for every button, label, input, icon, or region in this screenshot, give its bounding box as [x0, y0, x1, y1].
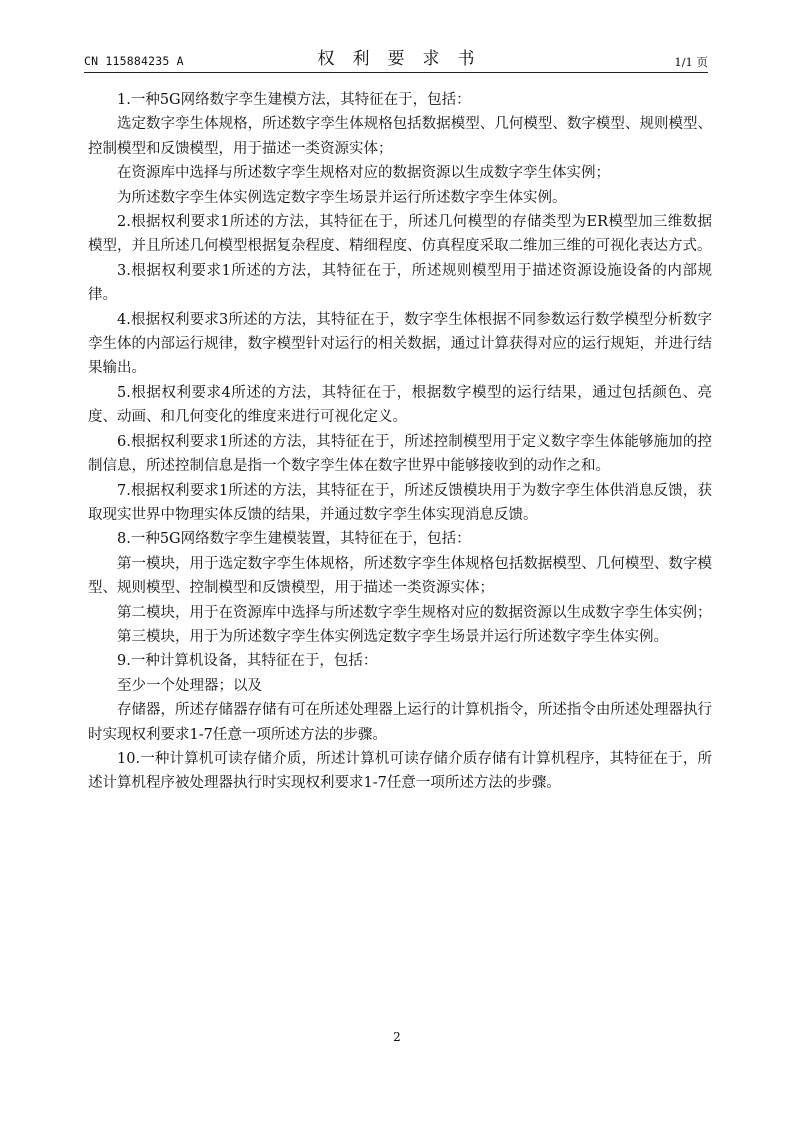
claim-paragraph: 存储器，所述存储器存储有可在所述处理器上运行的计算机指令，所述指令由所述处理器执行时实现权利要求1-7任意一项所述方法的步骤。 — [88, 702, 712, 743]
publication-number: CN 115884235 A — [84, 54, 184, 68]
claim-paragraph: 第二模块，用于在资源库中选择与所述数字孪生规格对应的数据资源以生成数字孪生体实例； — [117, 604, 712, 621]
page-header — [84, 44, 708, 74]
claim-paragraph: 至少一个处理器；以及 — [117, 677, 262, 694]
claim-paragraph: 在资源库中选择与所述数字孪生规格对应的数据资源以生成数字孪生体实例； — [117, 165, 610, 182]
claim-paragraph: 6.根据权利要求1所述的方法，其特征在于，所述控制模型用于定义数字孪生体能够施加的控制信息，所述控制信息是指一个数字孪生体在数字世界中能够接收到的动作之和。 — [88, 433, 712, 475]
claim-paragraph: 5.根据权利要求4所述的方法，其特征在于，根据数字模型的运行结果，通过包括颜色、亮度、动画、和几何变化的维度来进行可视化定义。 — [88, 384, 712, 426]
claim-paragraph: 10.一种计算机可读存储介质，所述计算机可读存储介质存储有计算机程序，其特征在于，所述计算机程序被处理器执行时实现权利要求1-7任意一项所述方法的步骤。 — [88, 750, 712, 792]
claim-paragraph: 2.根据权利要求1所述的方法，其特征在于，所述几何模型的存储类型为ER模型加三维数据模型，并且所述几何模型根据复杂程度、精细程度、仿真程度采取二维加三维的可视化表达方式。 — [88, 214, 712, 255]
page-number: 2 — [393, 1030, 401, 1044]
claim-paragraph: 第一模块，用于选定数字孪生体规格，所述数字孪生体规格包括数据模型、几何模型、数字模型、规则模型、控制模型和反馈模型，用于描述一类资源实体； — [88, 555, 712, 597]
claim-paragraph: 为所述数字孪生体实例选定数字孪生场景并运行所述数字孪生体实例。 — [117, 189, 567, 206]
claim-paragraph: 4.根据权利要求3所述的方法，其特征在于，数字孪生体根据不同参数运行数学模型分析数字孪生体的内部运行规律，数字模型针对运行的相关数据，通过计算获得对应的运行规矩，并进行结果输出。 — [88, 311, 712, 377]
claim-paragraph: 选定数字孪生体规格，所述数字孪生体规格包括数据模型、几何模型、数字模型、规则模型、控制模型和反馈模型，用于描述一类资源实体； — [88, 116, 712, 157]
header-rule — [84, 72, 708, 73]
claim-paragraph: 9.一种计算机设备，其特征在于，包括： — [117, 653, 378, 670]
page-indicator: 1/1 页 — [674, 55, 708, 69]
claim-paragraph: 3.根据权利要求1所述的方法，其特征在于，所述规则模型用于描述资源设施设备的内部规律。 — [88, 262, 712, 304]
claims-body — [88, 88, 712, 796]
document-title: 权利要求书 — [317, 49, 493, 69]
claim-paragraph: 7.根据权利要求1所述的方法，其特征在于，所述反馈模块用于为数字孪生体供消息反馈，获取现实世界中物理实体反馈的结果，并通过数字孪生体实现消息反馈。 — [88, 482, 712, 523]
claim-paragraph: 1.一种5G网络数字孪生建模方法，其特征在于，包括： — [117, 92, 471, 108]
claim-paragraph: 第三模块，用于为所述数字孪生体实例选定数字孪生场景并运行所述数字孪生体实例。 — [117, 628, 668, 645]
claim-paragraph: 8.一种5G网络数字孪生建模装置，其特征在于，包括： — [117, 531, 471, 548]
